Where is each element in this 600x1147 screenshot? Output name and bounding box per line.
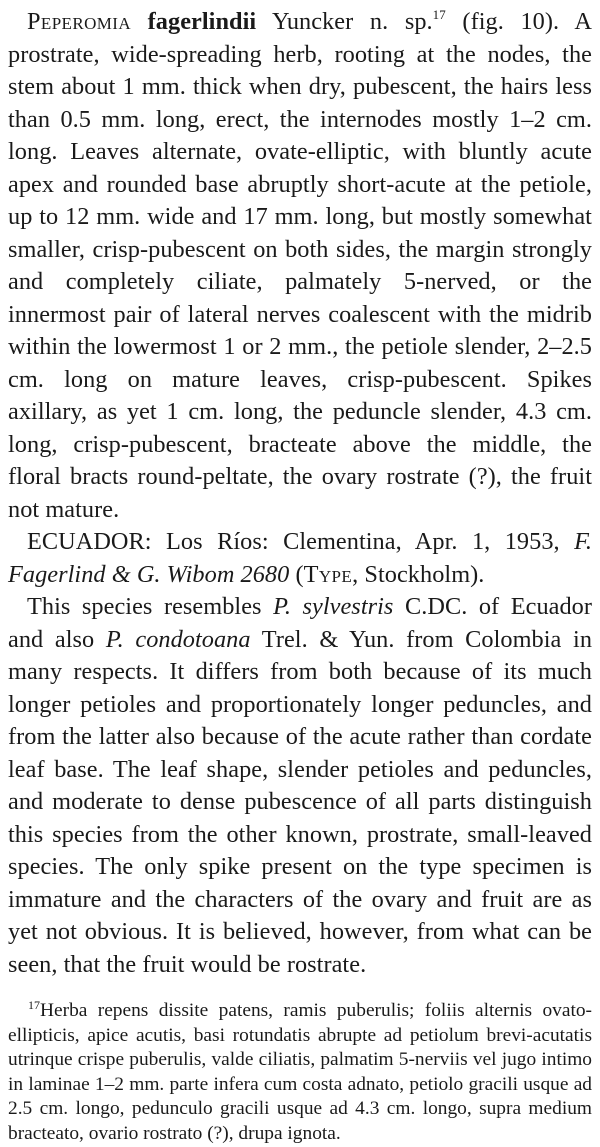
discussion-paragraph — [8, 591, 592, 981]
type-label: Type — [303, 560, 353, 588]
compared-species-2: P. condotoana — [105, 625, 251, 653]
compared-species-1: P. sylvestris — [273, 593, 394, 620]
footnote-marker: 17 — [28, 998, 40, 1012]
figure-reference: (fig. 10). — [462, 8, 560, 35]
nomenclature-status: n. sp. — [369, 8, 433, 35]
specimen-herbarium: , Stockholm). — [352, 560, 485, 588]
species-description — [8, 6, 592, 526]
paper-page — [8, 6, 592, 1147]
author-name: Yuncker — [271, 8, 354, 35]
specimen-collectors: F. Fagerlind & G. Wibom 2680 — [8, 528, 592, 588]
specimen-locality: ECUADOR: Los Ríos: Clementina, Apr. 1, 1953, — [27, 528, 560, 555]
footnote-text: Herba repens dissite patens, ramis puberulis; foliis alternis ovato-ellipticis, apice acutis, basi rotundatis abrupte ad petiolum brevi-acutatis utrinque crispe puberulis, valde ciliatis, palmatim 5-nerviis vel jugo intimo in laminae 1–2 mm. parte infera cum costa adnato, petiolo gracili usque ad 2.5 cm. longo, pedunculo gracili usque ad 4.3 cm. longo, supra medium bracteato, ovario rostrato (?), drupa ignota. — [8, 1000, 592, 1144]
footnote-reference: 17 — [432, 7, 446, 22]
discussion-text-3: Trel. & Yun. from Colombia in many respects. It differs from both because of its much longer petioles and proportionately longer peduncles, and from the latter also because of the acute rather than cordate leaf base. The leaf shape, slender petioles and peduncles, and moderate to dense pubescence of all parts distinguish this species from the other known, prostrate, small-leaved species. The only spike present on the type specimen is immature and the characters of the ovary and fruit are as yet not obvious. It is believed, however, from what can be seen, that the fruit would be rostrate. — [8, 625, 593, 978]
description-text: A prostrate, wide-spreading herb, rooting at the nodes, the stem about 1 mm. thick when dry, pubescent, the hairs less than 0.5 mm. long, erect, the internodes mostly 1–2 cm. long. Leaves alternate, ovate-elliptic, with bluntly acute apex and rounded base abruptly short-acute at the petiole, up to 12 mm. wide and 17 mm. long, but mostly somewhat smaller, crisp-pubescent on both sides, the margin strongly and completely ciliate, palmately 5-nerved, or the innermost pair of lateral nerves coalescent with the midrib within the lowermost 1 or 2 mm., the petiole slender, 2–2.5 cm. long on mature leaves, crisp-pubescent. Spikes axillary, as yet 1 cm. long, the peduncle slender, 4.3 cm. long, crisp-pubescent, bracteate above the middle, the floral bracts round-peltate, the ovary rostrate (?), the fruit not mature. — [8, 8, 593, 523]
latin-footnote — [8, 999, 592, 1147]
genus-name: Peperomia — [27, 8, 132, 35]
discussion-text-2: C.DC. of Ecuador and also — [8, 593, 593, 653]
specimen-citation: ECUADOR: Los Ríos: Clementina, Apr. 1, 1953, F. Fagerlind & G. Wibom 2680 (Type, Stockholm). — [8, 528, 592, 588]
species-epithet: fagerlindii — [147, 8, 257, 35]
discussion-text-1: This species resembles — [27, 593, 262, 620]
